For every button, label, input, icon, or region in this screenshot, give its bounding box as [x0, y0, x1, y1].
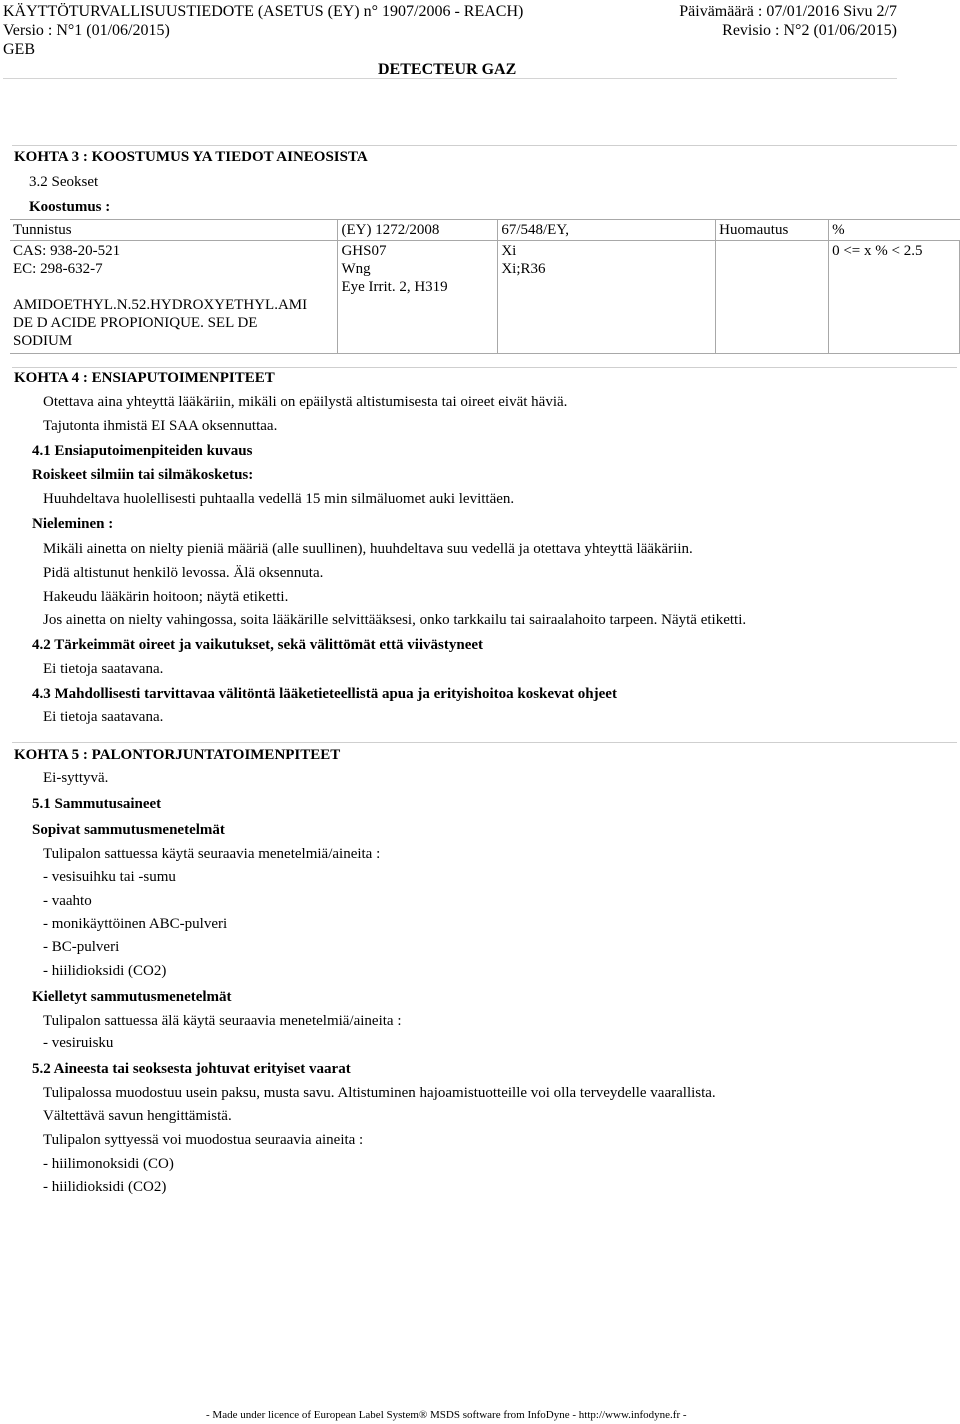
- supplier-code: GEB: [3, 41, 35, 58]
- list-item: - vaahto: [43, 893, 92, 909]
- cell-note: [716, 241, 829, 354]
- hazard-class: Eye Irrit. 2, H319: [341, 279, 448, 295]
- composition-label: Koostumus :: [29, 199, 111, 215]
- section5-title: KOHTA 5 : PALONTORJUNTATOIMENPITEET: [14, 747, 341, 763]
- spacer: [13, 278, 333, 296]
- text-4-2: Ei tietoja saatavana.: [43, 661, 164, 677]
- date-page: Päivämäärä : 07/01/2016 Sivu 2/7: [679, 3, 897, 20]
- heading-5-1: 5.1 Sammutusaineet: [32, 796, 162, 812]
- unsuitable-intro: Tulipalon sattuessa älä käytä seuraavia menetelmiä/aineita :: [43, 1013, 402, 1029]
- eye-contact-text: Huuhdeltava huolellisesti puhtaalla vedellä 15 min silmäluomet auki levittäen.: [43, 491, 515, 507]
- col-identification: Tunnistus: [10, 220, 338, 241]
- dsd-phrase: Xi;R36: [501, 261, 546, 277]
- section3-subtitle: 3.2 Seokset: [29, 174, 99, 190]
- list-item: - vesiruisku: [43, 1035, 114, 1051]
- list-item: - monikäyttöinen ABC-pulveri: [43, 916, 228, 932]
- substance-name-line2: DE D ACIDE PROPIONIQUE. SEL DE: [13, 315, 258, 331]
- s5-intro: Ei-syttyvä.: [43, 770, 109, 786]
- col-clp: (EY) 1272/2008: [338, 220, 498, 241]
- suitable-label: Sopivat sammutusmenetelmät: [32, 822, 225, 838]
- heading-4-1: 4.1 Ensiaputoimenpiteiden kuvaus: [32, 443, 253, 459]
- hazard-text-1: Tulipalossa muodostuu usein paksu, musta savu. Altistuminen hajoamistuotteille voi olla terveydelle vaarallista.: [43, 1085, 716, 1101]
- product-name: DETECTEUR GAZ: [378, 61, 517, 78]
- suitable-intro: Tulipalon sattuessa käytä seuraavia menetelmiä/aineita :: [43, 846, 381, 862]
- heading-4-3: 4.3 Mahdollisesti tarvittavaa välitöntä lääketieteellistä apua ja erityishoitoa koskevat ohjeet: [32, 686, 617, 702]
- section3-title: KOHTA 3 : KOOSTUMUS YA TIEDOT AINEOSISTA: [14, 149, 368, 165]
- footer-credit: - Made under licence of European Label System® MSDS software from InfoDyne - http://www.infodyne.fr -: [206, 1409, 687, 1421]
- ingestion-text-3: Hakeudu lääkärin hoitoon; näytä etiketti.: [43, 589, 289, 605]
- header-rule: [3, 78, 897, 79]
- substance-name-line3: SODIUM: [13, 333, 73, 349]
- ingestion-text-1: Mikäli ainetta on nielty pieniä määriä (alle suullinen), huuhdeltava suu vedellä ja otettava yhteyttä lääkäriin.: [43, 541, 693, 557]
- composition-table: [10, 219, 960, 354]
- ghs-pictogram: GHS07: [341, 243, 387, 259]
- s4-paragraph-2: Tajutonta ihmistä EI SAA oksennuttaa.: [43, 418, 278, 434]
- heading-5-2: 5.2 Aineesta tai seoksesta johtuvat erityiset vaarat: [32, 1061, 351, 1077]
- section4-title: KOHTA 4 : ENSIAPUTOIMENPITEET: [14, 370, 275, 386]
- ingestion-label: Nieleminen :: [32, 516, 114, 532]
- heading-4-2: 4.2 Tärkeimmät oireet ja vaikutukset, sekä välittömät että viivästyneet: [32, 637, 484, 653]
- doc-title: KÄYTTÖTURVALLISUUSTIEDOTE (ASETUS (EY) n° 1907/2006 - REACH): [3, 3, 524, 20]
- list-item: - hiilidioksidi (CO2): [43, 963, 167, 979]
- cell-dsd: [498, 241, 716, 354]
- ec-number: EC: 298-632-7: [13, 261, 103, 277]
- hazard-text-3: Tulipalon syttyessä voi muodostua seuraavia aineita :: [43, 1132, 364, 1148]
- signal-word: Wng: [341, 261, 371, 277]
- list-item: - BC-pulveri: [43, 939, 120, 955]
- unsuitable-label: Kielletyt sammutusmenetelmät: [32, 989, 232, 1005]
- table-header-row: [10, 220, 960, 241]
- revision: Revisio : N°2 (01/06/2015): [722, 22, 897, 39]
- section3-rule: [12, 145, 957, 146]
- section4-rule: [12, 367, 957, 368]
- text-4-3: Ei tietoja saatavana.: [43, 709, 164, 725]
- section5-rule: [12, 742, 957, 743]
- list-item: - hiilimonoksidi (CO): [43, 1156, 174, 1172]
- cell-percent: 0 <= x % < 2.5: [829, 241, 960, 354]
- cas-number: CAS: 938-20-521: [13, 243, 121, 259]
- cell-clp: [338, 241, 498, 354]
- version: Versio : N°1 (01/06/2015): [3, 22, 170, 39]
- cell-identification: [10, 241, 338, 354]
- list-item: - hiilidioksidi (CO2): [43, 1179, 167, 1195]
- eye-contact-label: Roiskeet silmiin tai silmäkosketus:: [32, 467, 254, 483]
- dsd-symbol: Xi: [501, 243, 517, 259]
- list-item: - vesisuihku tai -sumu: [43, 869, 176, 885]
- s4-paragraph-1: Otettava aina yhteyttä lääkäriin, mikäli on epäilystä altistumisesta tai oireet eivät häviä.: [43, 394, 568, 410]
- col-percent: %: [829, 220, 960, 241]
- table-row: [10, 241, 960, 354]
- substance-name-line1: AMIDOETHYL.N.52.HYDROXYETHYL.AMI: [13, 297, 308, 313]
- ingestion-text-4: Jos ainetta on nielty vahingossa, soita lääkärille selvittääksesi, onko tarkkailu tai sairaalahoito tarpeen. Näytä etiketti.: [43, 612, 747, 628]
- ingestion-text-2: Pidä altistunut henkilö levossa. Älä oksennuta.: [43, 565, 324, 581]
- hazard-text-2: Vältettävä savun hengittämistä.: [43, 1108, 232, 1124]
- col-note: Huomautus: [716, 220, 829, 241]
- col-dsd: 67/548/EY,: [498, 220, 716, 241]
